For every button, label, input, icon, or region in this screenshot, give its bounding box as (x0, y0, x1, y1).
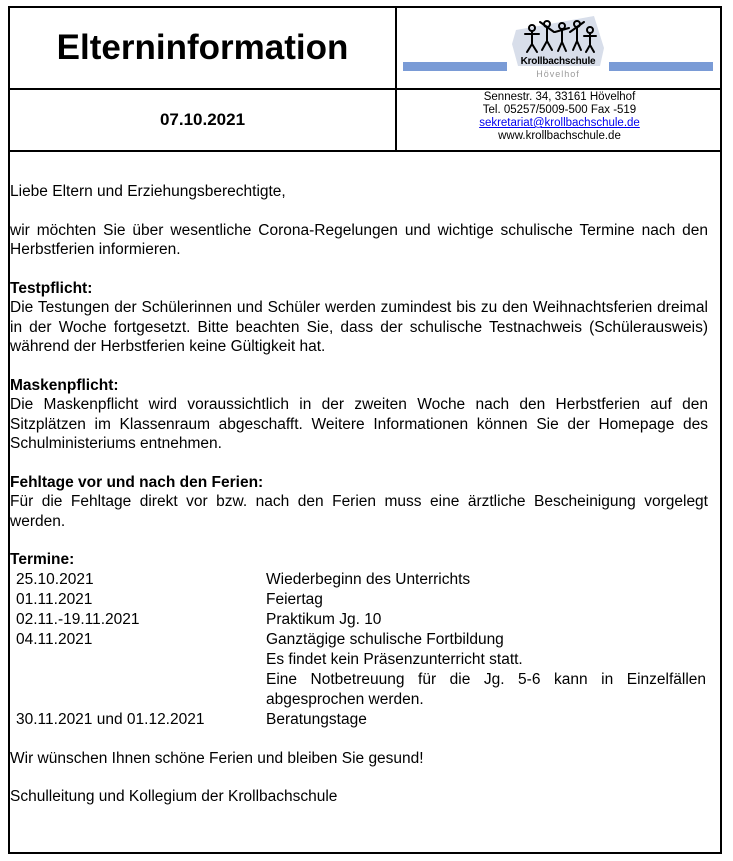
termin-date: 02.11.-19.11.2021 (16, 610, 140, 628)
contact-block (397, 90, 722, 151)
intro-paragraph: wir möchten Sie über wesentliche Corona-Regelungen und wichtige schulische Termine nach den Herbstferien informieren. (10, 221, 708, 258)
termin-event: Wiederbeginn des Unterrichts (266, 570, 471, 588)
logo-bar-right (609, 62, 713, 71)
termin-date: 04.11.2021 (16, 630, 93, 648)
termine-heading: Termine: (10, 551, 75, 568)
termin-date: 25.10.2021 (16, 570, 94, 588)
document-date: 07.10.2021 (159, 110, 246, 129)
table-row (16, 670, 706, 710)
termin-event: Ganztägige schulische Fortbildung (266, 630, 504, 648)
section-text-fehltage: Für die Fehltage direkt vor bzw. nach den Ferien muss eine ärztliche Bescheinigung vorgelegt werden. (10, 493, 708, 530)
school-logo (397, 8, 722, 88)
table-row (16, 630, 706, 650)
contact-email-link[interactable]: sekretariat@krollbachschule.de (479, 117, 640, 129)
table-row (16, 710, 706, 730)
termin-date (16, 650, 266, 670)
table-row (16, 610, 706, 630)
letter-body (10, 182, 708, 807)
contact-phone: Tel. 05257/5009-500 Fax -519 (482, 104, 637, 116)
section-heading-testpflicht: Testpflicht: (10, 279, 93, 297)
section-heading-maskenpflicht: Maskenpflicht: (10, 376, 119, 394)
document-title: Elterninformation (56, 28, 349, 67)
section-heading-fehltage: Fehltage vor und nach den Ferien: (10, 473, 264, 491)
greeting: Liebe Eltern und Erziehungsberechtigte, (10, 183, 286, 200)
logo-emblem (510, 14, 606, 80)
termine-table (16, 570, 706, 730)
logo-town-name: Hövelhof (536, 69, 580, 79)
signature: Schulleitung und Kollegium der Krollbachschule (10, 788, 338, 805)
termin-date: 01.11.2021 (16, 590, 93, 608)
section-text-testpflicht: Die Testungen der Schülerinnen und Schüler werden zumindest bis zu den Weihnachtsferien dreimal in der Woche fortgesetzt. Bitte beachten Sie, dass der schulische Testnachweis (Schülerausweis) während der Herbstferien keine Gültigkeit hat. (10, 299, 708, 355)
table-row (16, 570, 706, 590)
closing-line: Wir wünschen Ihnen schöne Ferien und bleiben Sie gesund! (10, 749, 424, 767)
section-text-maskenpflicht: Die Maskenpflicht wird voraussichtlich in der zweiten Woche nach den Herbstferien auf den Sitzplätzen im Klassenraum abgeschafft. Weitere Informationen können Sie der Homepage des Schulministeriums entnehmen. (10, 396, 708, 452)
contact-website: www.krollbachschule.de (498, 130, 621, 142)
logo-bar-left (403, 62, 507, 71)
termin-event: Beratungstage (266, 710, 367, 728)
termin-event: Eine Notbetreuung für die Jg. 5-6 kann in Einzelfällen abgesprochen werden. (266, 670, 706, 708)
termin-event: Es findet kein Präsenzunterricht statt. (266, 650, 523, 668)
logo-school-name: Krollbachschule (520, 56, 596, 67)
termin-event: Feiertag (266, 590, 323, 608)
termin-date (16, 670, 266, 710)
contact-address: Sennestr. 34, 33161 Hövelhof (483, 91, 636, 103)
termin-event: Praktikum Jg. 10 (266, 610, 382, 628)
termin-date: 30.11.2021 und 01.12.2021 (16, 710, 205, 728)
table-row (16, 590, 706, 610)
table-row (16, 650, 706, 670)
